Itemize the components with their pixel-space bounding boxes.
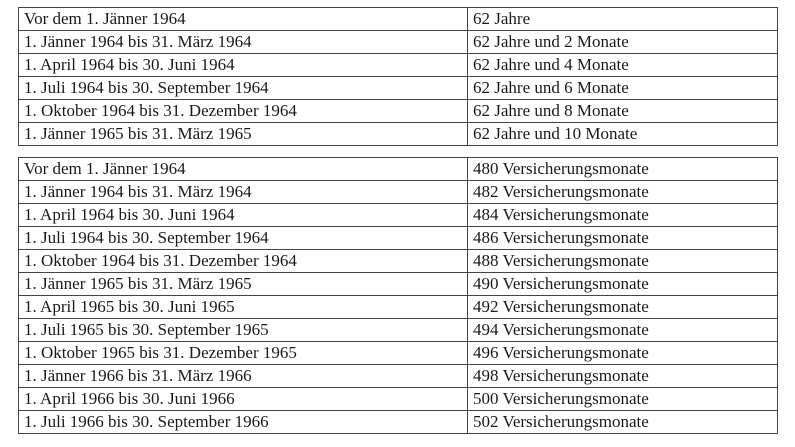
- table-row: [19, 123, 778, 146]
- table-row: [19, 365, 778, 388]
- period-cell: 1. Oktober 1964 bis 31. Dezember 1964: [19, 100, 468, 123]
- months-cell: 480 Versicherungsmonate: [468, 158, 778, 181]
- table-row: [19, 77, 778, 100]
- months-cell: 488 Versicherungsmonate: [468, 250, 778, 273]
- table-row: [19, 204, 778, 227]
- period-cell: 1. Jänner 1964 bis 31. März 1964: [19, 181, 468, 204]
- table-row: [19, 388, 778, 411]
- period-cell: Vor dem 1. Jänner 1964: [19, 8, 468, 31]
- table-row: [19, 100, 778, 123]
- months-cell: 498 Versicherungsmonate: [468, 365, 778, 388]
- age-cell: 62 Jahre und 10 Monate: [468, 123, 778, 146]
- age-cell: 62 Jahre und 8 Monate: [468, 100, 778, 123]
- months-cell: 494 Versicherungsmonate: [468, 319, 778, 342]
- period-cell: 1. Juli 1966 bis 30. September 1966: [19, 411, 468, 434]
- age-cell: 62 Jahre und 6 Monate: [468, 77, 778, 100]
- table-row: [19, 8, 778, 31]
- table-row: [19, 181, 778, 204]
- period-cell: 1. Juli 1964 bis 30. September 1964: [19, 227, 468, 250]
- months-cell: 490 Versicherungsmonate: [468, 273, 778, 296]
- table-row: [19, 227, 778, 250]
- period-cell: 1. Jänner 1966 bis 31. März 1966: [19, 365, 468, 388]
- months-cell: 486 Versicherungsmonate: [468, 227, 778, 250]
- period-cell: 1. April 1964 bis 30. Juni 1964: [19, 204, 468, 227]
- period-cell: 1. April 1964 bis 30. Juni 1964: [19, 54, 468, 77]
- table-row: [19, 319, 778, 342]
- months-cell: 496 Versicherungsmonate: [468, 342, 778, 365]
- age-cell: 62 Jahre: [468, 8, 778, 31]
- retirement-age-table: [18, 7, 778, 146]
- period-cell: Vor dem 1. Jänner 1964: [19, 158, 468, 181]
- months-cell: 500 Versicherungsmonate: [468, 388, 778, 411]
- period-cell: 1. April 1965 bis 30. Juni 1965: [19, 296, 468, 319]
- table-row: [19, 158, 778, 181]
- age-cell: 62 Jahre und 2 Monate: [468, 31, 778, 54]
- table-row: [19, 250, 778, 273]
- months-cell: 482 Versicherungsmonate: [468, 181, 778, 204]
- table-row: [19, 342, 778, 365]
- table-row: [19, 54, 778, 77]
- period-cell: 1. Jänner 1965 bis 31. März 1965: [19, 123, 468, 146]
- insurance-months-table: [18, 157, 778, 434]
- age-cell: 62 Jahre und 4 Monate: [468, 54, 778, 77]
- period-cell: 1. Oktober 1965 bis 31. Dezember 1965: [19, 342, 468, 365]
- months-cell: 502 Versicherungsmonate: [468, 411, 778, 434]
- table-row: [19, 411, 778, 434]
- period-cell: 1. Oktober 1964 bis 31. Dezember 1964: [19, 250, 468, 273]
- months-cell: 492 Versicherungsmonate: [468, 296, 778, 319]
- months-cell: 484 Versicherungsmonate: [468, 204, 778, 227]
- period-cell: 1. Jänner 1965 bis 31. März 1965: [19, 273, 468, 296]
- period-cell: 1. Juli 1964 bis 30. September 1964: [19, 77, 468, 100]
- table-row: [19, 273, 778, 296]
- period-cell: 1. Jänner 1964 bis 31. März 1964: [19, 31, 468, 54]
- period-cell: 1. Juli 1965 bis 30. September 1965: [19, 319, 468, 342]
- table-row: [19, 31, 778, 54]
- period-cell: 1. April 1966 bis 30. Juni 1966: [19, 388, 468, 411]
- table-row: [19, 296, 778, 319]
